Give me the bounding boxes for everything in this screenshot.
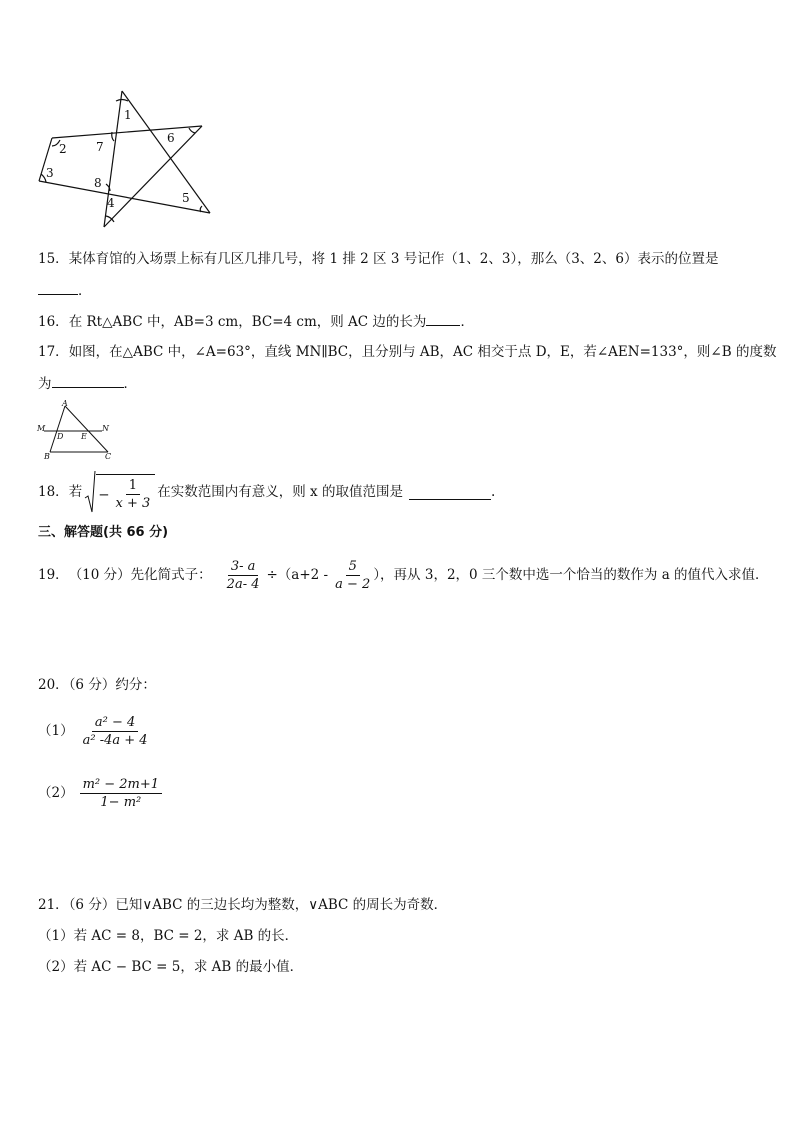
- score: （6 分）: [68, 677, 116, 693]
- point-label: A: [62, 400, 68, 408]
- question-21: 21．（6 分）已知∨ABC 的三边长均为整数，∨ABC 的周长为奇数．: [38, 897, 448, 913]
- question-number: 21．: [38, 897, 69, 913]
- section-title: 三、解答题(共 66 分): [38, 525, 169, 540]
- question-text: 如图，在△ABC 中，∠A=63°，直线 MN∥BC，且分别与 AB，AC 相交于点 D，E，若∠AEN=133°，则∠B 的度数: [68, 344, 777, 360]
- triangle-mn-figure: [34, 400, 114, 460]
- point-label: B: [44, 452, 50, 460]
- question-16: 16．在 Rt△ABC 中，AB=3 cm，BC=4 cm，则 AC 边的长为 ．: [38, 311, 474, 332]
- question-19: 19． （10 分） 先化简式子： $\frac{3- a}{2a- 4}$ ÷（a+2 - $\frac{5}{a - 2}$ ），再从 3，2，0 三个数中选一个恰当的数作为 a 的值代入求值．: [38, 558, 769, 592]
- score: （10 分）: [68, 567, 131, 583]
- question-17: [38, 342, 776, 362]
- question-20: 20．（6 分）约分：: [38, 677, 156, 693]
- answer-blank[interactable]: [52, 373, 124, 388]
- question-21-part-1: （1）若 AC = 8，BC = 2，求 AB 的长．: [38, 928, 299, 944]
- question-17-answer-line: 为 ．: [38, 373, 137, 394]
- question-number: 18．: [38, 484, 69, 500]
- answer-blank[interactable]: [409, 485, 491, 500]
- angle-label: 6: [167, 131, 175, 145]
- point-label: N: [102, 424, 109, 433]
- point-label: E: [81, 432, 87, 441]
- question-20-part-2: （2） $\frac{\text{m² − 2m+1}}{\text{1− m²}}$: [38, 772, 162, 814]
- question-20-part-1: （1） $\frac{\text{a² − 4}}{\text{a² -4a + 4}}$: [38, 710, 151, 752]
- question-15-answer-line: ．: [38, 280, 92, 301]
- angle-label: 3: [46, 166, 54, 180]
- angle-label: 8: [94, 176, 102, 190]
- question-21-part-2: （2）若 AC − BC = 5，求 AB 的最小值．: [38, 959, 304, 975]
- figure-line: [50, 406, 65, 452]
- angle-label: 4: [107, 196, 115, 210]
- angle-label: 5: [182, 191, 190, 205]
- question-15: [38, 249, 719, 269]
- answer-blank[interactable]: [38, 280, 78, 295]
- point-label: M: [37, 424, 46, 433]
- star-angle-figure: [34, 88, 220, 230]
- figure-line: [104, 126, 202, 227]
- question-number: 20．: [38, 677, 69, 693]
- angle-label: 2: [59, 142, 67, 156]
- angle-label: 7: [96, 140, 104, 154]
- angle-label: 1: [124, 108, 132, 122]
- score: （6 分）: [68, 897, 116, 913]
- fraction: $\frac{5}{a - 2}$: [335, 558, 371, 592]
- point-label: D: [57, 432, 64, 441]
- question-text: 某体育馆的入场票上标有几区几排几号，将 1 排 2 区 3 号记作（1、2、3），那么（3、2、6）表示的位置是: [68, 251, 719, 267]
- figure-line: [52, 126, 202, 138]
- point-label: C: [105, 452, 112, 460]
- question-number: 16．: [38, 314, 69, 330]
- question-number: 15．: [38, 251, 69, 267]
- fraction: $\frac{\text{a² − 4}}{\text{a² -4a + 4}}$: [82, 714, 148, 748]
- fraction: $\frac{\text{m² − 2m+1}}{\text{1− m²}}$: [80, 776, 162, 811]
- question-18: 18． 若 − $\frac{1}{x + 3}$ 在实数范围内有意义，则 x 的取值范围是 .: [38, 470, 495, 514]
- fraction: $\frac{1}{x + 3}$: [115, 478, 151, 511]
- question-number: 19．: [38, 567, 69, 583]
- angle-arc: [116, 100, 128, 102]
- radical-sign: [84, 470, 96, 514]
- sqrt-expression: − $\frac{1}{x + 3}$: [84, 470, 155, 514]
- fraction: $\frac{3- a}{2a- 4}$: [226, 558, 260, 592]
- question-text: 在 Rt△ABC 中，AB=3 cm，BC=4 cm，则 AC 边的长为: [68, 314, 427, 330]
- answer-blank[interactable]: [426, 311, 460, 326]
- question-number: 17．: [38, 344, 69, 360]
- angle-arc: [189, 128, 195, 133]
